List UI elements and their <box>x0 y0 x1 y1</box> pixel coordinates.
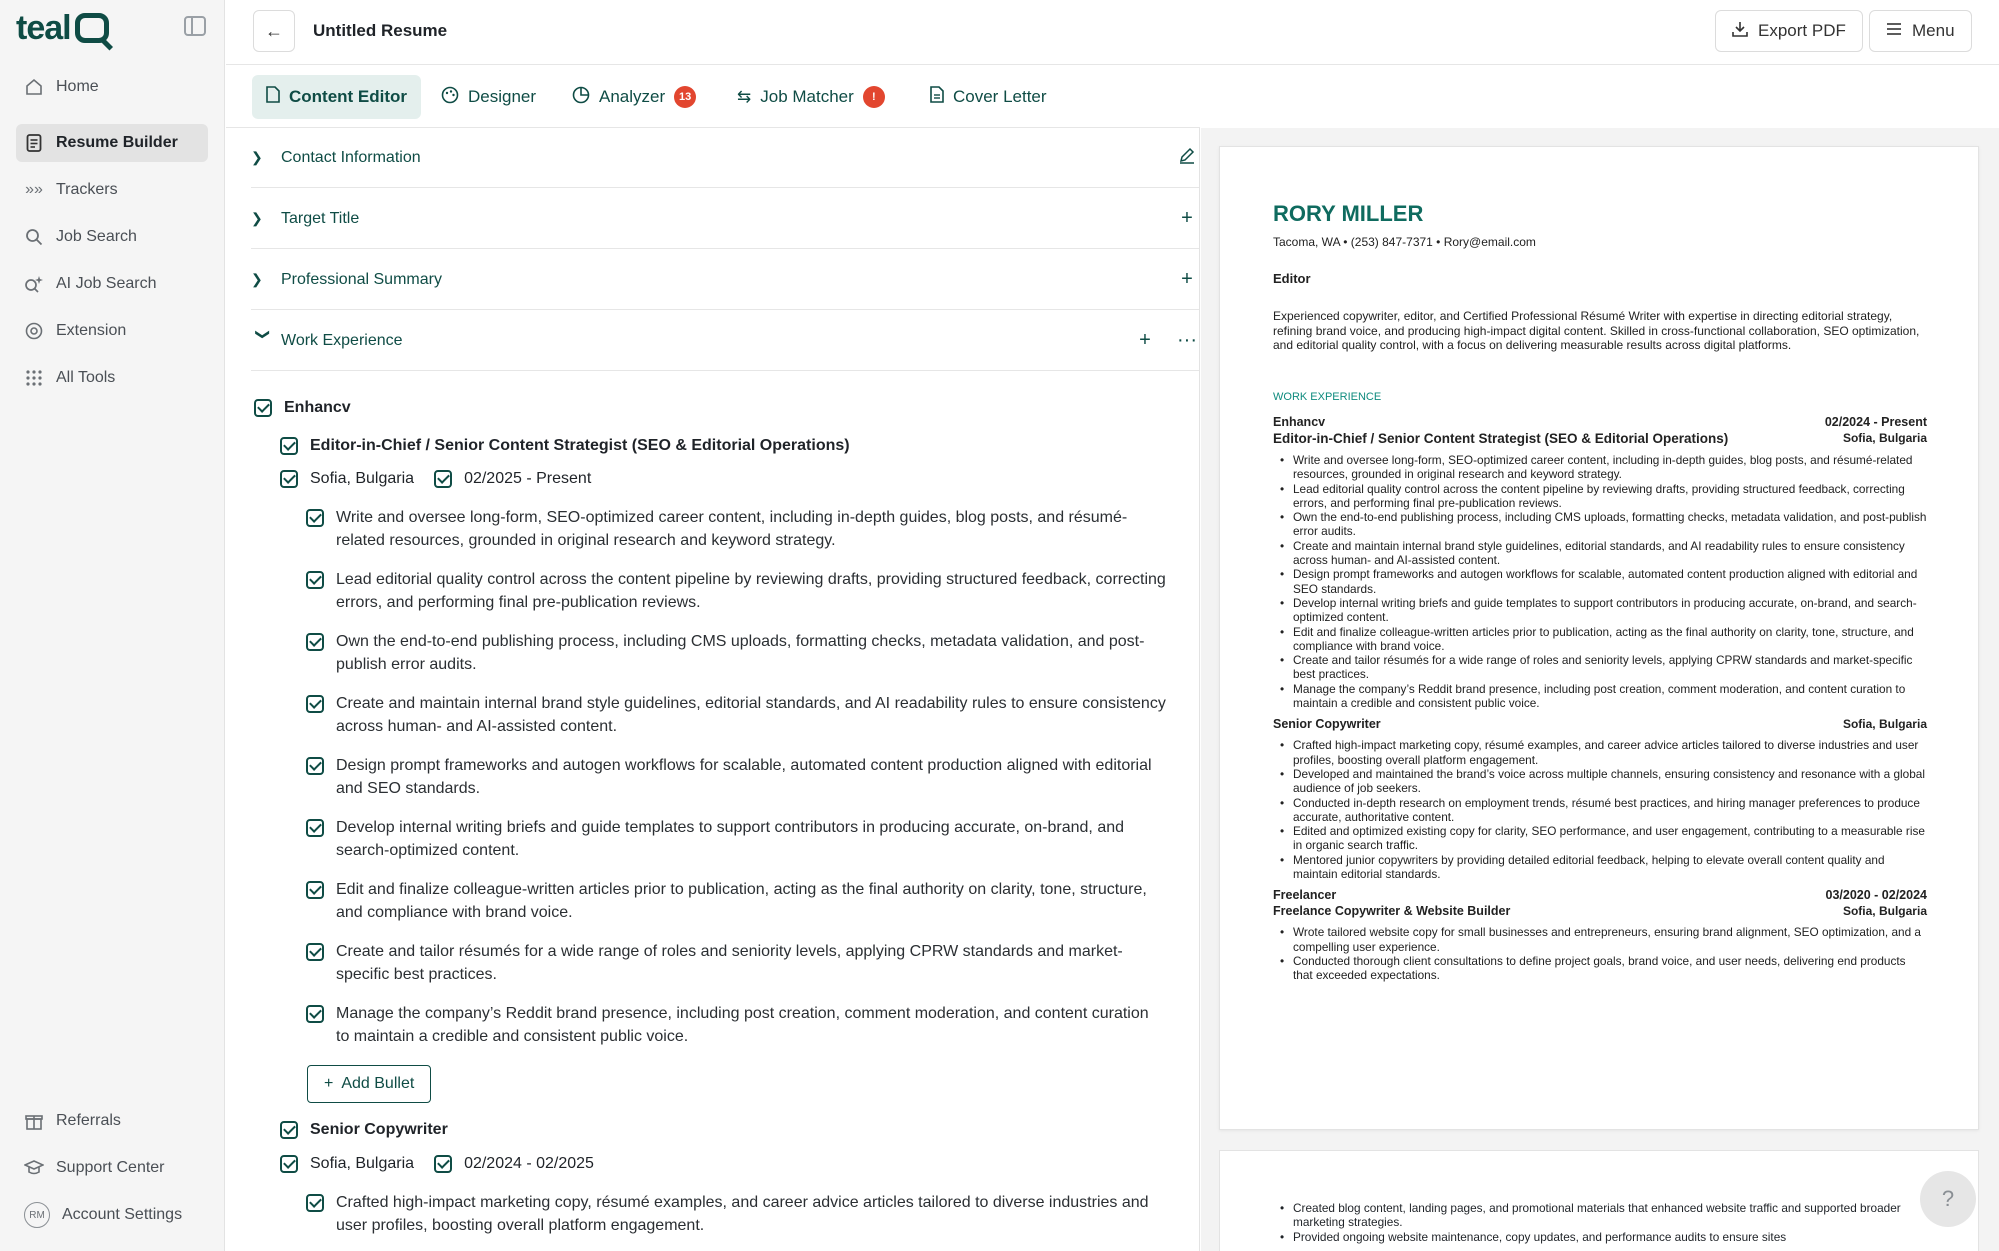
resume-work-heading: WORK EXPERIENCE <box>1273 391 1382 403</box>
resume-role-line <box>1273 904 1927 918</box>
bullet-text[interactable]: Create and maintain internal brand style guidelines, editorial standards, and AI readability rules to ensure consistency across human- and AI-assisted content. <box>336 695 1166 735</box>
sidebar-item-label: Account Settings <box>62 1206 183 1223</box>
bullet-item <box>306 878 1166 924</box>
resume-preview <box>1201 128 1999 1251</box>
download-icon <box>1732 21 1748 42</box>
resume-role: Freelance Copywriter & Website Builder <box>1273 904 1511 919</box>
location-checkbox[interactable] <box>280 1155 298 1173</box>
graduation-cap-icon <box>24 1158 44 1178</box>
resume-contact: Tacoma, WA • (253) 847-7371 • Rory@email.com <box>1273 235 1536 249</box>
resume-dates: 03/2020 - 02/2024 <box>1825 888 1927 903</box>
resume-bullet-list <box>1273 925 1927 982</box>
resume-bullet: • Edited and optimized existing copy for clarity, SEO performance, and user engagement, contributing to a measurable rise in organic search traffic. <box>1273 824 1927 853</box>
resume-role-line <box>1273 717 1927 731</box>
resume-bullet: • Create and maintain internal brand style guidelines, editorial standards, and AI readability rules to ensure consistency across human- and AI-assisted content. <box>1273 539 1927 568</box>
sidebar-item-trackers[interactable] <box>16 171 208 209</box>
section-label: Target Title <box>281 209 360 227</box>
bullet-item <box>306 1191 1166 1237</box>
sidebar-item-referrals[interactable] <box>16 1102 208 1140</box>
sidebar-nav <box>16 68 208 406</box>
company-row <box>254 399 351 417</box>
more-horizontal-icon[interactable]: ··· <box>1177 329 1197 351</box>
resume-bullet: • Conducted in-depth research on employment trends, résumé best practices, and hiring manager preferences to produce accurate, authoritative content. <box>1273 796 1927 825</box>
resume-location: Sofia, Bulgaria <box>1842 431 1927 445</box>
resume-page-2 <box>1219 1150 1979 1251</box>
location-checkbox[interactable] <box>280 470 298 488</box>
bullet-text[interactable]: Develop internal writing briefs and guide templates to support contributors in producing accurate, on-brand, and search-optimized content. <box>336 819 1125 859</box>
bullet-text[interactable]: Design prompt frameworks and autogen workflows for scalable, automated content production aligned with editorial and SEO standards. <box>336 757 1152 797</box>
hamburger-icon <box>1886 21 1902 41</box>
bullet-text[interactable]: Write and oversee long-form, SEO-optimized career content, including in-depth guides, blog posts, and résumé-related resources, grounded in original research and keyword strategy. <box>336 509 1128 549</box>
resume-bullet: • Write and oversee long-form, SEO-optimized career content, including in-depth guides, blog posts, and résumé-related resources, grounded in original research and keyword strategy. <box>1273 453 1927 482</box>
bullet-text[interactable]: Own the end-to-end publishing process, including CMS uploads, formatting checks, metadata validation, and post-publish error audits. <box>336 633 1145 673</box>
sidebar-item-home[interactable] <box>16 68 208 106</box>
role-row <box>280 1121 448 1139</box>
sidebar-item-label: Home <box>56 78 99 95</box>
resume-bullet: • Crafted high-impact marketing copy, résumé examples, and career advice articles tailored to diverse industries and user profiles, boosting overall platform engagement. <box>1273 738 1927 767</box>
gift-icon <box>24 1111 44 1131</box>
top-bar <box>226 0 1999 65</box>
bullet-item <box>306 506 1166 552</box>
bullet-checkbox[interactable] <box>306 881 324 899</box>
editor-tabs <box>226 66 1200 128</box>
bullet-item <box>306 692 1166 738</box>
section-work-experience[interactable] <box>251 311 1199 371</box>
tab-label: Analyzer <box>599 87 666 106</box>
chevron-down-icon: ❯ <box>255 328 272 341</box>
job-matcher-alert-badge: ! <box>863 86 885 108</box>
resume-summary: Experienced copywriter, editor, and Certified Professional Résumé Writer with expertise in directing editorial strategy, refining brand voice, and producing high-impact digital content. Skilled in cross-functional collaboration, SEO optimization, and editorial quality control, with a focus on delivering measurable results across digital platforms. <box>1273 309 1920 352</box>
search-icon <box>24 227 44 247</box>
tab-label: Content Editor <box>289 87 408 106</box>
sidebar-item-account-settings[interactable] <box>16 1196 208 1234</box>
sparkle-search-icon <box>24 274 44 294</box>
role-title[interactable]: Editor-in-Chief / Senior Content Strategist (SEO & Editorial Operations) <box>310 437 850 454</box>
sidebar-item-extension[interactable] <box>16 312 208 350</box>
plus-icon: + <box>324 1075 334 1092</box>
sidebar-item-label: Referrals <box>56 1112 121 1129</box>
tab-analyzer[interactable] <box>558 75 710 119</box>
teal-logo[interactable] <box>16 8 109 48</box>
home-icon <box>24 77 44 97</box>
add-bullet-label: Add Bullet <box>341 1075 415 1092</box>
menu-button[interactable] <box>1869 10 1972 52</box>
swap-arrows-icon: ⇆ <box>737 87 752 106</box>
avatar: RM <box>24 1202 50 1228</box>
sidebar-item-resume-builder[interactable] <box>16 124 208 162</box>
edit-pencil-icon[interactable] <box>1175 146 1199 170</box>
help-button[interactable] <box>1920 1171 1976 1227</box>
resume-bullet: • Lead editorial quality control across the content pipeline by reviewing drafts, providing structured feedback, correcting errors, and performing final pre-publication reviews. <box>1273 482 1927 511</box>
dates-text[interactable]: 02/2025 - Present <box>464 470 592 487</box>
plus-icon[interactable]: + <box>1181 268 1193 290</box>
resume-location: Sofia, Bulgaria <box>1842 717 1927 732</box>
chrome-icon <box>24 321 44 341</box>
dates-checkbox[interactable] <box>434 470 452 488</box>
logo-text: teal <box>16 8 71 47</box>
logo-mark-icon <box>75 13 109 43</box>
section-label: Work Experience <box>281 331 403 349</box>
location-text[interactable]: Sofia, Bulgaria <box>310 470 415 487</box>
resume-bullet: • Mentored junior copywriters by providing detailed editorial feedback, helping to elevate overall content quality and maintain editorial standards. <box>1273 853 1927 882</box>
resume-company: Enhancv <box>1273 415 1326 429</box>
bullet-text[interactable]: Create and tailor résumés for a wide range of roles and seniority levels, applying CPRW standards and market-specific best practices. <box>336 943 1123 983</box>
role-title[interactable]: Senior Copywriter <box>310 1121 448 1138</box>
sidebar-item-label: Support Center <box>56 1159 165 1176</box>
resume-role-line <box>1273 431 1927 446</box>
document-icon <box>24 133 44 153</box>
bullet-checkbox[interactable] <box>306 633 324 651</box>
menu-label: Menu <box>1912 21 1955 40</box>
bullet-item <box>306 940 1166 986</box>
resume-bullet: • Developed and maintained the brand’s voice across multiple channels, ensuring consistency and resonance with a global audience of job seekers. <box>1273 767 1927 796</box>
role-checkbox[interactable] <box>280 437 298 455</box>
sidebar-item-label: Job Search <box>56 228 137 245</box>
tab-content-editor[interactable] <box>252 75 421 119</box>
plus-icon[interactable]: + <box>1181 207 1193 229</box>
resume-bullet-list <box>1273 1201 1927 1244</box>
resume-bullet: • Design prompt frameworks and autogen workflows for scalable, automated content production aligned with editorial and SEO standards. <box>1273 567 1927 596</box>
sidebar-item-ai-job-search[interactable] <box>16 265 208 303</box>
grid-icon <box>24 368 44 388</box>
resume-bullet-list <box>1273 738 1927 881</box>
tab-label: Cover Letter <box>953 87 1047 106</box>
add-bullet-button[interactable] <box>307 1065 431 1103</box>
company-checkbox[interactable] <box>254 399 272 417</box>
arrow-left-icon: ← <box>265 20 283 41</box>
bullet-checkbox[interactable] <box>306 1005 324 1023</box>
bullet-checkbox[interactable] <box>306 819 324 837</box>
resume-job-header <box>1273 415 1927 429</box>
dates-checkbox[interactable] <box>434 1155 452 1173</box>
bullet-item <box>306 754 1166 800</box>
section-professional-summary[interactable] <box>251 250 1199 310</box>
chevron-right-icon: ❯ <box>251 271 263 287</box>
sidebar-item-job-search[interactable] <box>16 218 208 256</box>
resume-location: Sofia, Bulgaria <box>1842 904 1927 919</box>
resume-dates: 02/2024 - Present <box>1824 415 1927 429</box>
chevron-right-icon: ❯ <box>251 149 263 165</box>
bullet-item <box>306 568 1166 614</box>
bullet-text[interactable]: Crafted high-impact marketing copy, résumé examples, and career advice articles tailored to diverse industries and user profiles, boosting overall platform engagement. <box>336 1194 1149 1234</box>
sidebar-item-label: Resume Builder <box>56 134 178 151</box>
back-button[interactable] <box>253 10 295 52</box>
chevron-right-icon: ❯ <box>251 210 263 226</box>
sidebar-item-label: Extension <box>56 322 127 339</box>
section-label: Professional Summary <box>281 270 442 288</box>
section-label: Contact Information <box>281 148 421 166</box>
sidebar-item-label: All Tools <box>56 369 116 386</box>
resume-name: RORY MILLER <box>1273 201 1424 226</box>
resume-bullet: • Manage the company’s Reddit brand presence, including post creation, comment moderation, and content curation to maintain a credible and consistent public voice. <box>1273 682 1927 711</box>
analyzer-count-badge: 13 <box>674 86 696 108</box>
section-target-title[interactable] <box>251 189 1199 249</box>
tab-cover-letter[interactable] <box>916 75 1061 119</box>
location-text[interactable]: Sofia, Bulgaria <box>310 1155 415 1172</box>
resume-bullet: • Created blog content, landing pages, and promotional materials that enhanced website traffic and supported broader marketing strategies. <box>1273 1201 1927 1230</box>
sidebar-item-label: Trackers <box>56 181 118 198</box>
resume-bullet: • Provided ongoing website maintenance, copy updates, and performance audits to ensure sites <box>1273 1230 1927 1244</box>
section-contact-information[interactable] <box>251 128 1199 188</box>
sidebar-item-support-center[interactable] <box>16 1149 208 1187</box>
location-dates-row <box>280 470 591 488</box>
bullet-item <box>306 630 1166 676</box>
palette-icon <box>441 86 459 109</box>
document-icon <box>266 86 280 108</box>
sidebar <box>0 0 225 1251</box>
tab-label: Designer <box>468 87 537 106</box>
resume-role: Senior Copywriter <box>1273 717 1381 732</box>
resume-job-header <box>1273 888 1927 902</box>
sidebar-item-label: AI Job Search <box>56 275 157 292</box>
file-text-icon <box>930 86 944 108</box>
resume-page <box>1219 146 1979 1130</box>
bullet-text[interactable]: Manage the company’s Reddit brand presence, including post creation, comment moderation, and content curation to maintain a credible and consistent public voice. <box>336 1005 1149 1045</box>
resume-role: Editor-in-Chief / Senior Content Strategist (SEO & Editorial Operations) <box>1273 431 1729 446</box>
question-mark-icon: ? <box>1941 1186 1955 1211</box>
bullet-item <box>306 816 1166 862</box>
export-pdf-button[interactable] <box>1715 10 1863 52</box>
bullet-text[interactable]: Lead editorial quality control across the content pipeline by reviewing drafts, providing structured feedback, correcting errors, and performing final pre-publication reviews. <box>336 571 1166 611</box>
content-editor <box>226 128 1200 1251</box>
collapse-sidebar-icon[interactable] <box>184 16 206 36</box>
export-pdf-label: Export PDF <box>1758 21 1846 40</box>
chevrons-icon: »» <box>25 181 43 198</box>
resume-bullet: • Edit and finalize colleague-written articles prior to publication, acting as the final authority on clarity, tone, structure, and compliance with brand voice. <box>1273 625 1927 654</box>
location-dates-row <box>280 1155 594 1173</box>
sidebar-item-all-tools[interactable] <box>16 359 208 397</box>
plus-icon[interactable]: + <box>1139 329 1151 351</box>
resume-job-1 <box>1273 415 1927 983</box>
bullet-checkbox[interactable] <box>306 943 324 961</box>
resume-bullet: • Conducted thorough client consultations to define project goals, brand voice, and user needs, delivering end products that exceeded expectations. <box>1273 954 1927 983</box>
resume-bullet: • Own the end-to-end publishing process, including CMS uploads, formatting checks, metadata validation, and post-publish error audits. <box>1273 510 1927 539</box>
company-name[interactable]: Enhancv <box>284 399 351 416</box>
bullet-checkbox[interactable] <box>306 571 324 589</box>
resume-bullet: • Wrote tailored website copy for small businesses and entrepreneurs, ensuring brand alignment, SEO optimization, and a compelling user experience. <box>1273 925 1927 954</box>
role-row <box>280 437 850 455</box>
page-title[interactable]: Untitled Resume <box>313 21 448 40</box>
resume-bullet: • Create and tailor résumés for a wide range of roles and seniority levels, applying CPRW standards and market-specific best practices. <box>1273 653 1927 682</box>
role-checkbox[interactable] <box>280 1121 298 1139</box>
resume-target-title: Editor <box>1273 271 1311 286</box>
tab-job-matcher[interactable] <box>723 75 899 119</box>
bullet-text[interactable]: Edit and finalize colleague-written articles prior to publication, acting as the final authority on clarity, tone, structure, and compliance with brand voice. <box>336 881 1147 921</box>
resume-bullet: • Develop internal writing briefs and guide templates to support contributors in producing accurate, on-brand, and search-optimized content. <box>1273 596 1927 625</box>
bullet-checkbox[interactable] <box>306 509 324 527</box>
sidebar-bottom-nav <box>16 1102 208 1243</box>
bullet-item <box>306 1002 1166 1048</box>
bullet-checkbox[interactable] <box>306 757 324 775</box>
pie-chart-icon <box>572 86 590 109</box>
tab-designer[interactable] <box>427 75 550 119</box>
resume-bullet-list <box>1273 453 1927 710</box>
resume-company: Freelancer <box>1273 888 1337 903</box>
tab-label: Job Matcher <box>760 87 854 106</box>
bullet-checkbox[interactable] <box>306 1194 324 1212</box>
dates-text[interactable]: 02/2024 - 02/2025 <box>464 1155 594 1172</box>
bullet-checkbox[interactable] <box>306 695 324 713</box>
